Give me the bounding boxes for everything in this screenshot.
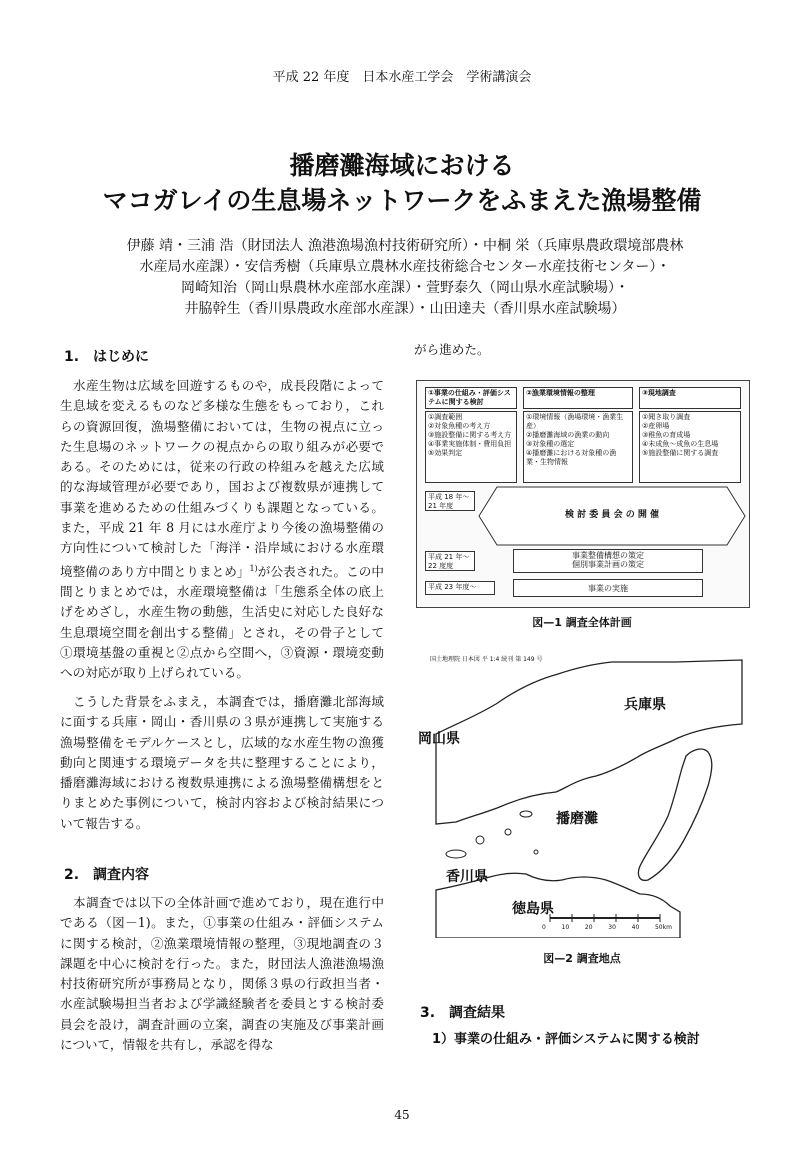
paragraph-text: が公表された。この中間とりまとめでは，水産環境整備は「生態系全体の底上げをめざし，水産生物の動態，生活史に対応した良好な生息環境空間を創出する整備」とされ，その骨子として①環境基盤の重視と②点から空間へ，③資源・環境変動への対応が取り上げられている。 (60, 563, 385, 681)
paper-title-line1: 播磨灘海域における (289, 151, 515, 180)
scale-tick-label: 50km (654, 924, 672, 931)
author-line: 岡崎知治（岡山県農林水産部水産課）・萱野泰久（岡山県水産試験場）・ (181, 280, 629, 296)
scale-tick-label: 10 (561, 924, 570, 931)
committee-label: 検 討 委 員 会 の 開 催 (565, 510, 659, 520)
author-line: 伊藤 靖・三浦 浩（財団法人 漁港漁場漁村技術研究所）・中桐 栄（兵庫県農政環境部農林 (126, 238, 684, 254)
plan-box: 事業整備構想の策定 個別事業計画の策定 (513, 549, 703, 573)
section-3-subheading: 1）事業の仕組み・評価システムに関する検討 (432, 1032, 700, 1047)
flow-box-col3-head: ③現地調査 (639, 387, 741, 409)
coastline-drawing (416, 654, 750, 938)
section-2-paragraph-1: 本調査では以下の全体計画で進めており，現在進行中である（図－1)。また，①事業の仕組み・評価システムに関する検討，②漁業環境情報の整理，③現地調査の３課題を中心に検討を行った。また，財団法人漁港漁場漁村技術研究所が事務局となり，関係３県の行政担当者・水産試験場担当者および学識経験者を委員とする検討委員会を設け，調査計画の立案，調査の実施及び事業計画について，情報を共有し，承認を得な (60, 895, 384, 1053)
map-label-harimanada: 播磨灘 (556, 811, 598, 827)
scale-tick-label: 30 (608, 924, 616, 931)
figure-1-flowchart (416, 380, 750, 608)
scale-tick-label: 20 (584, 924, 593, 931)
implementation-box: 事業の実施 (513, 579, 703, 597)
map-source-note: 国土地理院 日本図 平 1:4 続刊 第 149 号 (430, 656, 543, 663)
period-label-3: 平成 23 年度～ (425, 581, 495, 595)
author-line: 水産局水産課）・安信秀樹（兵庫県立農林水産技術総合センター水産技術センター）・ (139, 259, 671, 275)
flow-box-col1-head: ①事業の仕組み・評価システムに関する検討 (425, 387, 517, 409)
section-1-heading: 1. はじめに (64, 349, 150, 365)
reference-marker: 1) (249, 563, 258, 573)
map-label-hyogo: 兵庫県 (624, 697, 666, 713)
section-3-heading: 3. 調査結果 (420, 1005, 506, 1021)
paper-title-line2: マコガレイの生息場ネットワークをふまえた漁場整備 (102, 186, 702, 215)
section-1-paragraph-1 (60, 376, 384, 684)
section-2-heading: 2. 調査内容 (64, 867, 150, 883)
author-list (60, 236, 750, 320)
scale-tick-label: 0 (542, 924, 546, 931)
period-label-1: 平成 18 年～21 年度 (425, 491, 475, 511)
figure-1-caption: 図—1 調査全体計画 (532, 616, 632, 629)
conference-header: 平成 22 年度 日本水産工学会 学術講演会 (272, 70, 532, 85)
flow-box-col1-items: ①調査範囲 ②対象魚種の考え方 ③施設整備に関する考え方 ④事業実施体制・費用負担 ⑤効果判定 (425, 411, 517, 483)
period-label-2: 平成 21 年～22 度度 (425, 551, 475, 571)
figure-2-caption: 図—2 調査地点 (543, 952, 621, 965)
flow-box-col2-head: ②漁業環境情報の整理 (523, 387, 633, 409)
figure-2-map (416, 654, 750, 938)
section-2-continuation: がら進めた。 (414, 342, 490, 357)
author-line: 井脇幹生（香川県農政水産部水産課）・山田達夫（香川県水産試験場） (184, 301, 626, 317)
flow-box-col2-items: ①環境情報（漁場環境・漁業生産） ②播磨灘海域の漁業の動向 ③対象種の選定 ④播磨灘における対象種の漁業・生物情報 (523, 411, 633, 483)
map-label-kagawa: 香川県 (446, 869, 488, 885)
section-1-paragraph-2: こうした背景をふまえ，本調査では，播磨灘北部海域に面する兵庫・岡山・香川県の３県が連携して実施する漁場整備をモデルケースとし，広域的な水産生物の漁獲動向と関連する環境データを共に整理することにより，播磨灘海域における複数県連携による漁場整備構想をとりまとめた事例について，検討内容および検討結果について報告する。 (60, 694, 384, 831)
scale-bar-labels (542, 924, 672, 931)
paragraph-text: 水産生物は広域を回遊するものや，成長段階によって生息域を変えるものなど多様な生態をもっており，これらの資源回復，漁場整備においては，生物の視点に立った生息場のネットワークの視点からの取り組みが必要である。そのためには，従来の行政の枠組みを越えた広域的な海域管理が必要であり，国および複数県が連携して事業を進めるための仕組みづくりも課題となっている。また，平成 21 年 8 月には水産庁より今後の漁場整備の方向性について検討した「海洋・沿岸域における水産環境整備のあり方中間とりまとめ」 (60, 378, 384, 579)
flow-box-col3-items: ①聞き取り調査 ②産卵場 ③稚魚の育成場 ④未成魚～成魚の生息場 ⑤施設整備に関する調査 (639, 411, 741, 483)
map-label-okayama: 岡山県 (418, 731, 460, 747)
map-label-tokushima: 徳島県 (512, 901, 554, 917)
scale-tick-label: 40 (631, 924, 640, 931)
page-number: 45 (394, 1108, 410, 1122)
